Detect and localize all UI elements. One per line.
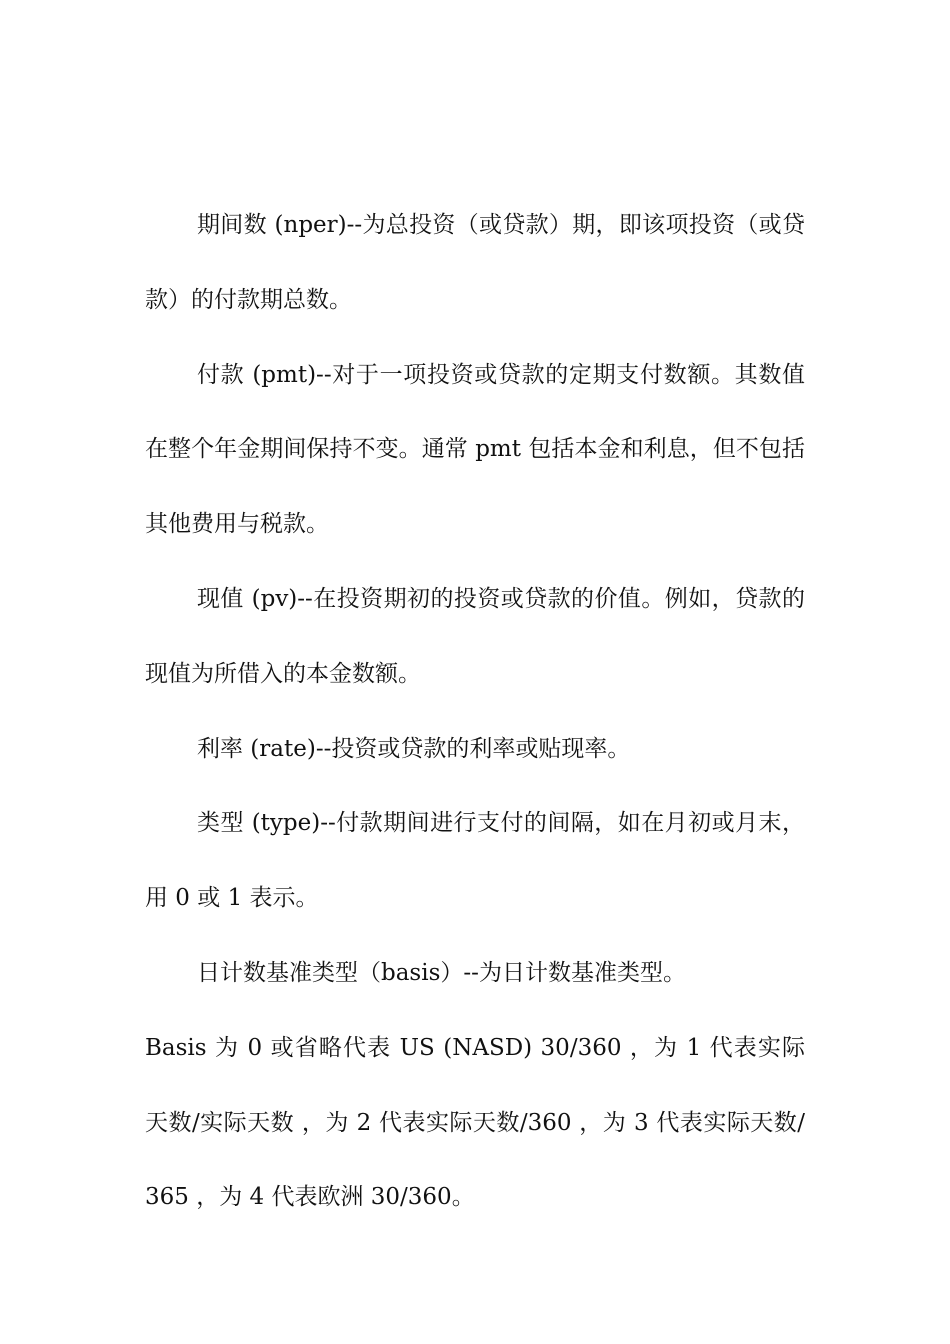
- paragraph-basis-heading: 日计数基准类型（basis）--为日计数基准类型。: [197, 959, 686, 986]
- document-body: [145, 188, 805, 1235]
- paragraph-basis-values: Basis 为 0 或省略代表 US (NASD) 30/360 ，为 1 代表实际天数/实际天数 ，为 2 代表实际天数/360 ，为 3 代表实际天数/365 ，为 4 代表欧洲 30/360。: [145, 1034, 805, 1211]
- paragraph-pv: 现值 (pv)--在投资期初的投资或贷款的价值。例如，贷款的现值为所借入的本金数额。: [145, 585, 805, 687]
- paragraph-pmt: 付款 (pmt)--对于一项投资或贷款的定期支付数额。其数值在整个年金期间保持不变。通常 pmt 包括本金和利息，但不包括其他费用与税款。: [145, 361, 805, 538]
- paragraph-rate: 利率 (rate)--投资或贷款的利率或贴现率。: [197, 735, 631, 762]
- paragraph-nper: 期间数 (nper)--为总投资（或贷款）期，即该项投资（或贷款）的付款期总数。: [145, 212, 805, 313]
- paragraph-type: 类型 (type)--付款期间进行支付的间隔，如在月初或月末，用 0 或 1 表示。: [145, 810, 805, 912]
